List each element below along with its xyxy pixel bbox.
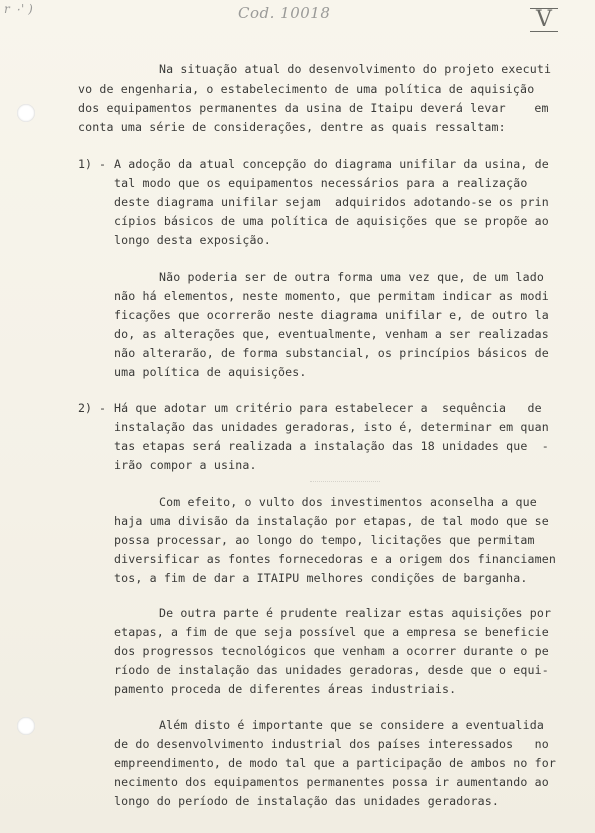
stamp-code: Cod. 10018 <box>238 4 331 22</box>
item2-para3-line: pamento proceda de diferentes áreas industriais. <box>114 682 457 696</box>
item2-line: Há que adotar um critério para estabelecer a sequência de <box>114 401 542 415</box>
item2-para3-line: De outra parte é prudente realizar estas aquisições por <box>159 606 552 620</box>
item1-line: A adoção da atual concepção do diagrama unifilar da usina, de <box>114 157 549 171</box>
item2-para3-line: dos progressos tecnológicos que venham a ocorrer durante o pe <box>114 644 549 658</box>
corner-marks: r ٠' ) <box>4 2 33 16</box>
item1-para2-line: ficações que ocorrerão neste diagrama unifilar e, de outro la <box>114 308 549 322</box>
item1-line: deste diagrama unifilar sejam adquiridos adotando-se os prin <box>114 195 549 209</box>
item1-line: longo desta exposição. <box>114 233 271 247</box>
item2-line: irão compor a usina. <box>114 458 257 472</box>
item1-para2-line: Não poderia ser de outra forma uma vez que, de um lado <box>159 270 545 284</box>
item2-para4-line: necimento dos equipamentos permanentes possa ir aumentando ao <box>114 775 549 789</box>
punch-hole <box>17 717 35 735</box>
item1-para2-line: não alterarão, de forma substancial, os princípios básicos de <box>114 346 549 360</box>
item2-line: tas etapas será realizada a instalação das 18 unidades que - <box>114 439 549 453</box>
punch-hole <box>17 104 35 122</box>
item2-para3-line: ríodo de instalação das unidades geradoras, desde que o equi- <box>114 663 549 677</box>
intro-line: dos equipamentos permanentes da usina de Itaipu deverá levar em <box>78 101 549 115</box>
item2-para4-line: de do desenvolvimento industrial dos países interessados no <box>114 737 549 751</box>
item2-para4-line: empreendimento, de modo tal que a participação de ambos no for <box>114 756 557 770</box>
faint-mark <box>310 481 380 486</box>
intro-line: conta uma série de considerações, dentre as quais ressaltam: <box>78 120 506 134</box>
item2-para2-line: tos, a fim de dar a ITAIPU melhores condições de barganha. <box>114 571 528 585</box>
item1-para2-line: não há elementos, neste momento, que permitam indicar as modi <box>114 289 549 303</box>
item2-para2-line: Com efeito, o vulto dos investimentos aconselha a que <box>159 495 537 509</box>
item2-para3-line: etapas, a fim de que seja possível que a empresa se beneficie <box>114 625 549 639</box>
item2-para2-line: haja uma divisão da instalação por etapas, de tal modo que se <box>114 514 549 528</box>
intro-line: Na situação atual do desenvolvimento do projeto executi <box>159 62 552 76</box>
item1-para2-line: uma política de aquisições. <box>114 365 307 379</box>
item2-para2-line: possa processar, ao longo do tempo, licitações que permitam <box>114 533 535 547</box>
item1-line: tal modo que os equipamentos necessários para a realização <box>114 176 528 190</box>
item2-line: instalação das unidades geradoras, isto é, determinar em quan <box>114 420 549 434</box>
intro-line: vo de engenharia, o estabelecimento de uma política de aquisição <box>78 82 535 96</box>
item1-para2-line: do, as alterações que, eventualmente, venham a ser realizadas <box>114 327 549 341</box>
item1-line: cípios básicos de uma política de aquisições que se propõe ao <box>114 214 549 228</box>
page-marker: V <box>530 8 558 32</box>
item-number: 2) - <box>78 401 106 415</box>
item-number: 1) - <box>78 157 106 171</box>
item2-para4-line: longo do período de instalação das unidades geradoras. <box>114 794 500 808</box>
item2-para4-line: Além disto é importante que se considere a eventualida <box>159 718 545 732</box>
item2-para2-line: diversificar as fontes fornecedoras e a origem dos financiamen <box>114 552 557 566</box>
